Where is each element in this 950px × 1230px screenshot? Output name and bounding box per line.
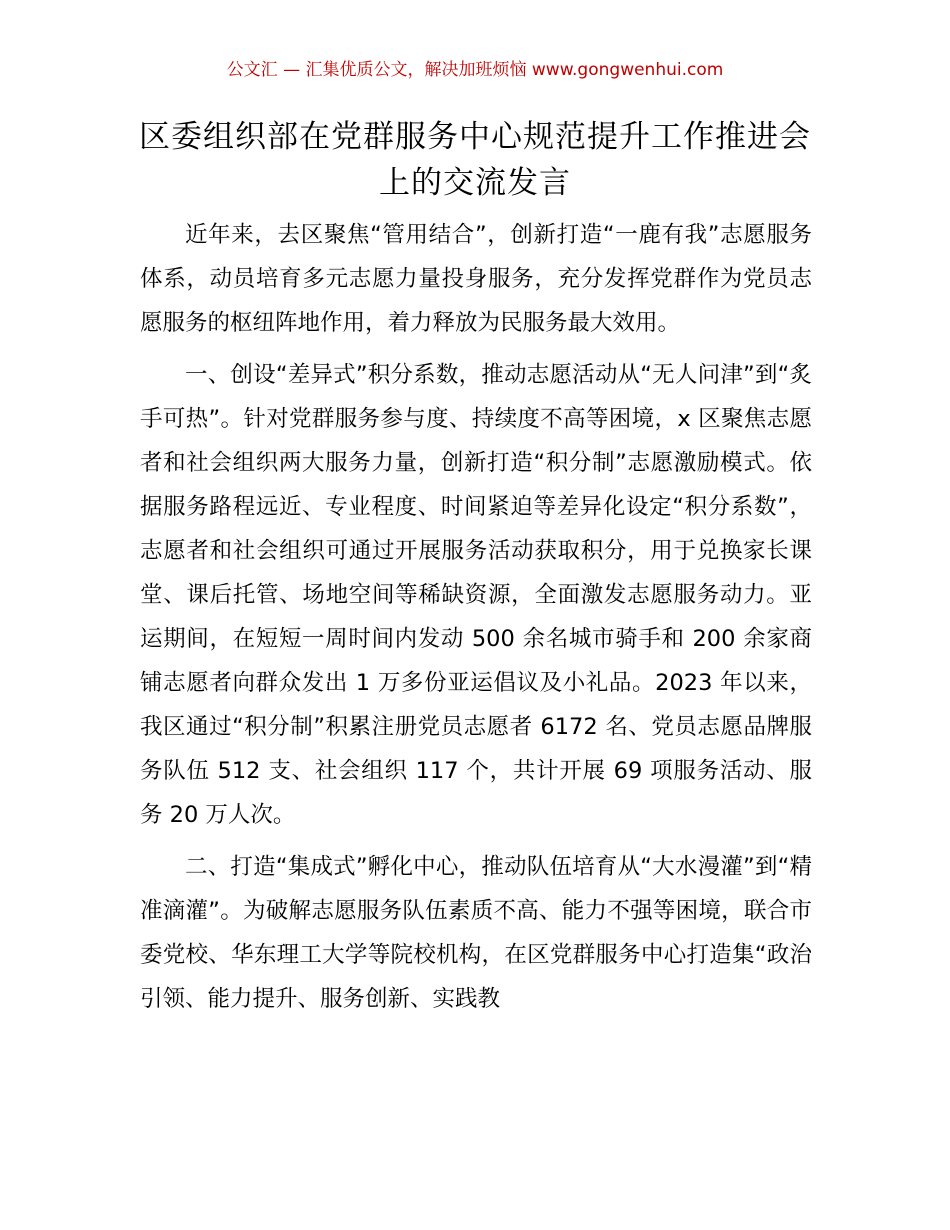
paragraph-section-one: 一、创设“差异式”积分系数，推动志愿活动从“无人问津”到“炙手可热”。针对党群服务参与度、持续度不高等困境，x 区聚焦志愿者和社会组织两大服务力量，创新打造“积分制”志愿激励模式。依据服务路程远近、专业程度、时间紧迫等差异化设定“积分系数”，志愿者和社会组织可通过开展服务活动获取积分，用于兑换家长课堂、课后托管、场地空间等稀缺资源，全面激发志愿服务动力。亚运期间，在短短一周时间内发动 500 余名城市骑手和 200 余家商铺志愿者向群众发出 1 万多份亚运倡议及小礼品。2023 年以来，我区通过“积分制”积累注册党员志愿者 6172 名、党员志愿品牌服务队伍 512 支、社会组织 117 个，共计开展 69 项服务活动、服务 20 万人次。 [140,362,812,828]
site-banner: 公文汇 — 汇集优质公文，解决加班烦恼 www.gongwenhui.com [226,60,724,80]
paragraph-intro: 近年来，去区聚焦“管用结合”，创新打造“一鹿有我”志愿服务体系，动员培育多元志愿力量投身服务，充分发挥党群作为党员志愿服务的枢纽阵地作用，着力释放为民服务最大效用。 [140,222,812,336]
document-title: 区委组织部在党群服务中心规范提升工作推进会上的交流发言 [139,119,811,201]
paragraph-section-two: 二、打造“集成式”孵化中心，推动队伍培育从“大水漫灌”到“精准滴灌”。为破解志愿服务队伍素质不高、能力不强等困境，联合市委党校、华东理工大学等院校机构，在区党群服务中心打造集“政治引领、能力提升、服务创新、实践教 [140,854,812,1012]
document-body [140,213,812,1029]
